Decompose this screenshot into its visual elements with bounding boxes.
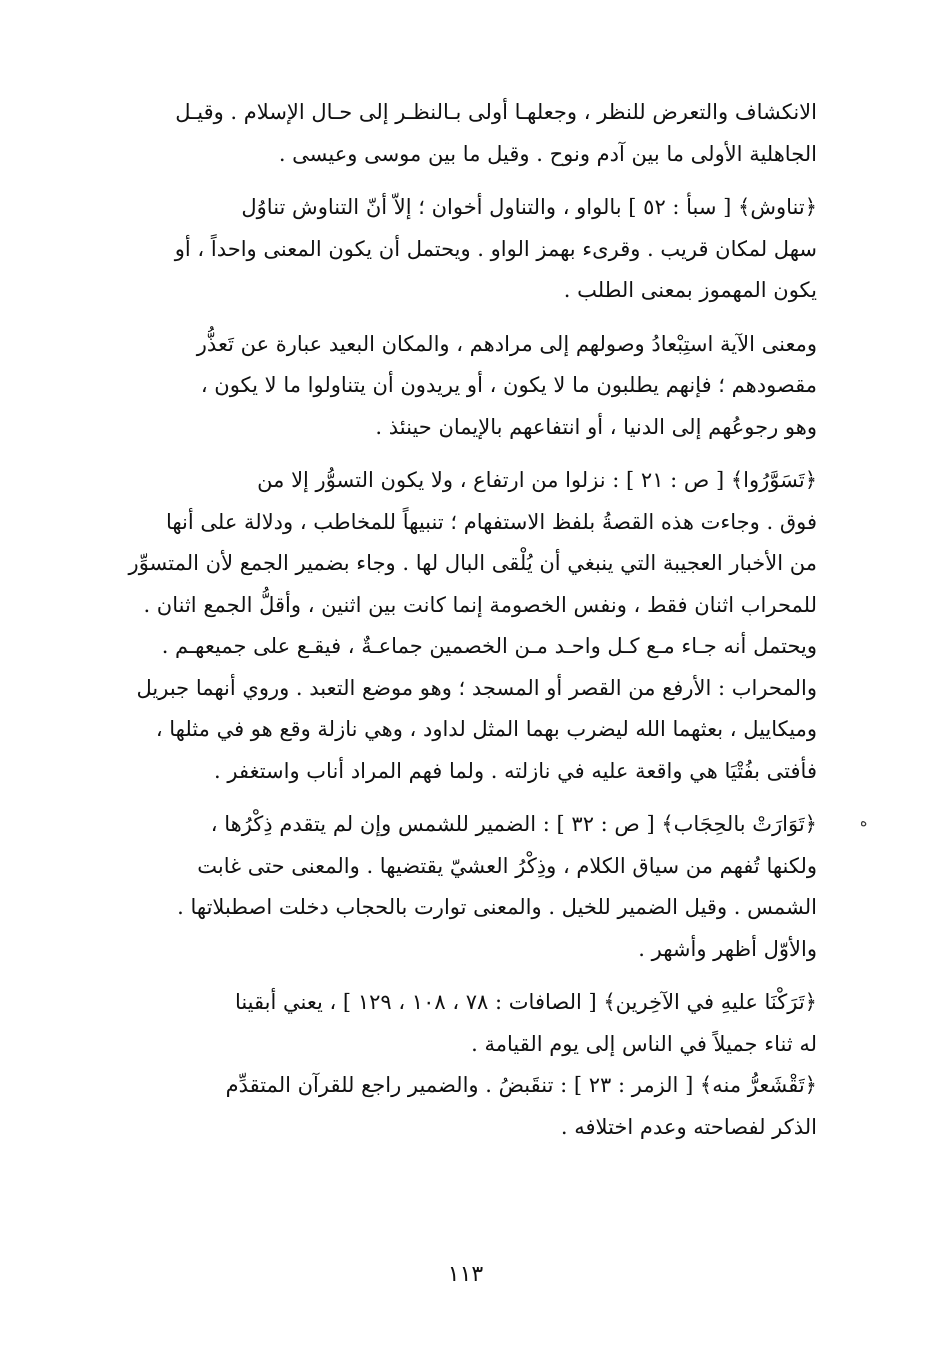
text-line: سهل لمكان قريب . وقرىء بهمز الواو . ويحتمل أن يكون المعنى واحداً ، أو: [174, 236, 817, 261]
text-line: ﴿تَرَكْنَا عليهِ في الآخِرين﴾ [ الصافات : ٧٨ ، ١٠٨ ، ١٢٩ ] ، يعني أبقينا: [234, 990, 817, 1014]
paragraph: [112, 1065, 817, 1148]
text-line: وميكاييل ، بعثهما الله ليضرب بهما المثل لداود ، وهي نازلة وقع هو في مثلها ،: [155, 717, 817, 741]
text-line: الذكر لفصاحته وعدم اختلافه .: [560, 1114, 817, 1139]
text-line: للمحراب اثنان فقط ، ونفس الخصومة إنما كانت بين اثنين ، وأقلُّ الجمع اثنان .: [143, 592, 817, 617]
text-line: الشمس . وقيل الضمير للخيل . والمعنى توارت بالحجاب دخلت اصطبلاتها .: [177, 895, 817, 919]
text-line: الجاهلية الأولى ما بين آدم ونوح . وقيل ما بين موسى وعيسى .: [278, 141, 817, 166]
text-line: والأوّل أظهر وأشهر .: [638, 936, 817, 961]
text-line: وهو رجوعُهم إلى الدنيا ، أو انتفاعهم بالإيمان حينئذ .: [375, 414, 817, 439]
text-line: والمحراب : الأرفع من القصر أو المسجد ؛ وهو موضع التعبد . وروي أنهما جبريل: [136, 675, 817, 700]
paragraph: [112, 982, 817, 1065]
paragraph: [112, 460, 817, 792]
paragraph: [112, 92, 817, 175]
page-number: ١١٣: [447, 1262, 484, 1287]
text-line: ﴿تَقْشَعرُّ منه﴾ [ الزمر : ٢٣ ] : تنقَبضُ . والضمير راجع للقرآن المتقدِّم: [225, 1073, 817, 1097]
body-text: [112, 92, 817, 1148]
text-line: الانكشاف والتعرض للنظر ، وجعلهـا أولى بـالنظـر إلى حـال الإسلام . وقيـل: [175, 100, 817, 124]
text-line: ولكنها تُفهم من سياق الكلام ، وذِكْرُ العشيّ يقتضيها . والمعنى حتى غابت: [197, 853, 817, 878]
text-line: يكون المهموز بمعنى الطلب .: [563, 278, 817, 302]
text-line: من الأخبار العجيبة التي ينبغي أن يُلْقى البال لها . وجاء بضمير الجمع لأن المتسوِّر: [128, 551, 817, 575]
margin-mark: ه: [860, 814, 868, 830]
paragraph: [112, 187, 817, 312]
text-line: فأفتى بفُتْيَا هي واقعة عليه في نازلته . ولما فهم المراد أناب واستغفر .: [214, 758, 817, 783]
text-line: له ثناء جميلاً في الناس إلى يوم القيامة .: [471, 1031, 817, 1056]
paragraph: [112, 324, 817, 449]
text-line: ويحتمل أنه جـاء مـع كـل واحـد مـن الخصمين جماعـةٌ ، فيقـع على جميعهـم .: [161, 634, 817, 658]
text-line: ﴿تَسَوَّرُوا﴾ [ ص : ٢١ ] : نزلوا من ارتفاع ، ولا يكون التسوُّر إلا من: [257, 468, 817, 492]
paragraph: [112, 804, 817, 970]
text-line: فوق . وجاءت هذه القصةُ بلفظ الاستفهام ؛ تنبيهاً للمخاطب ، ودلالة على أنها: [165, 509, 817, 534]
text-line: مقصودهم ؛ فإنهم يطلبون ما لا يكون ، أو يريدون أن يتناولوا ما لا يكون ،: [200, 373, 817, 397]
text-line: ﴿تناوش﴾ [ سبأ : ٥٢ ] بالواو ، والتناول أخوان ؛ إلاّ أنّ التناوش تناوُل: [241, 195, 817, 219]
text-line: ومعنى الآية استِبْعادُ وصولهم إلى مرادهم ، والمكان البعيد عبارة عن تَعذُّر: [196, 331, 817, 356]
text-line: ﴿تَوَارَتْ بالحِجَاب﴾ [ ص : ٣٢ ] : الضمير للشمس وإن لم يتقدم ذِكْرُها ،: [210, 812, 817, 836]
